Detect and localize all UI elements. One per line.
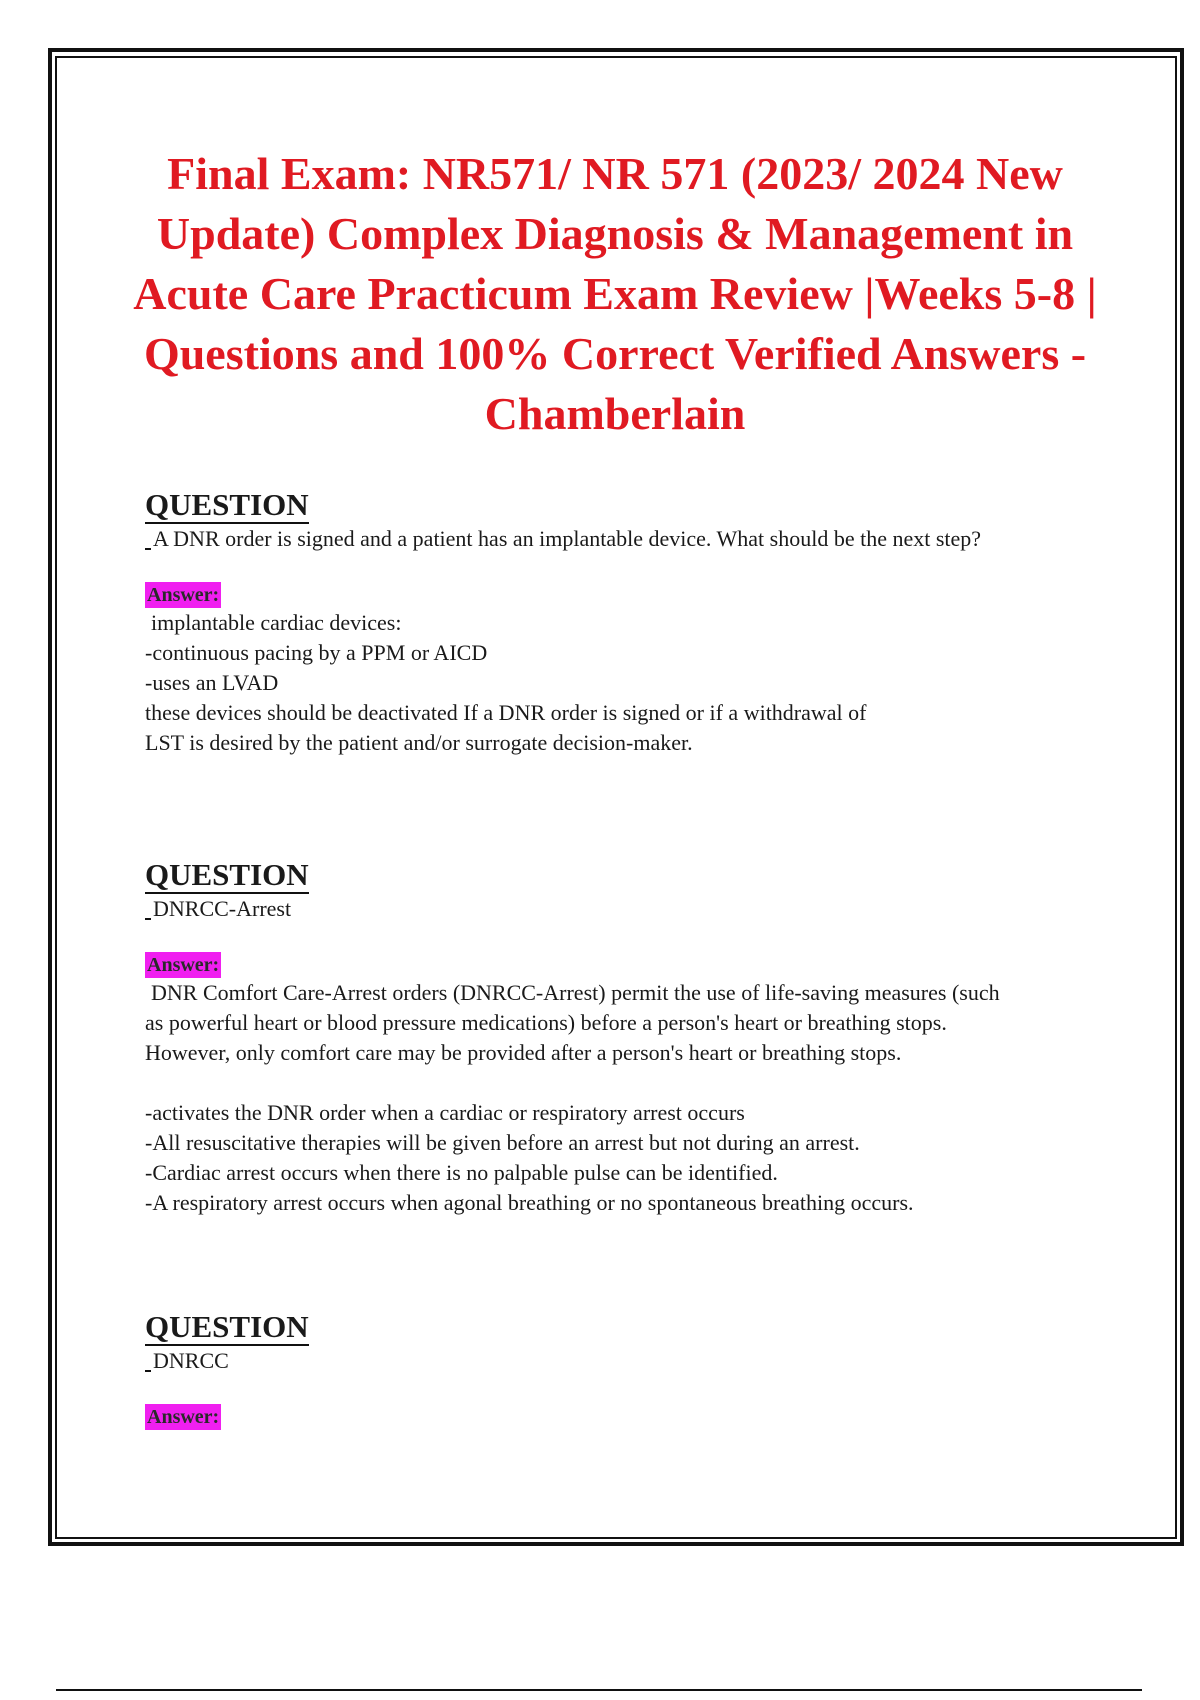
document-title: Final Exam: NR571/ NR 571 (2023/ 2024 New Update) Complex Diagnosis & Management in Acute Care Practicum Exam Review |Weeks 5-8 | Questions and 100% Correct Verified Answers - Chamberlain	[133, 148, 1097, 439]
answer-line: -Cardiac arrest occurs when there is no palpable pulse can be identified.	[145, 1160, 778, 1185]
spacer	[145, 758, 1105, 858]
question-heading: QUESTION	[145, 487, 309, 522]
question-heading: QUESTION	[145, 1309, 309, 1344]
answer-text	[145, 978, 1105, 1218]
answer-label: Answer:	[147, 1406, 220, 1428]
answer-line: -uses an LVAD	[145, 670, 279, 695]
answer-line: these devices should be deactivated If a DNR order is signed or if a withdrawal of	[145, 700, 867, 725]
question-text: DNRCC-Arrest	[145, 894, 1105, 924]
question-block	[145, 488, 1105, 758]
question-block	[145, 1310, 1105, 1430]
question-list	[145, 488, 1105, 1430]
question-block	[145, 858, 1105, 1218]
answer-line: However, only comfort care may be provided after a person's heart or breathing stops.	[145, 1040, 902, 1065]
footer-rule	[56, 1689, 1142, 1691]
answer-line: -activates the DNR order when a cardiac or respiratory arrest occurs	[145, 1100, 745, 1125]
answer-label: Answer:	[147, 584, 220, 606]
question-text: DNRCC	[145, 1346, 1105, 1376]
answer-line: -A respiratory arrest occurs when agonal breathing or no spontaneous breathing occurs.	[145, 1190, 914, 1215]
answer-text	[145, 608, 1105, 758]
question-heading: QUESTION	[145, 857, 309, 892]
answer-line: implantable cardiac devices:	[151, 610, 402, 635]
answer-line: -All resuscitative therapies will be given before an arrest but not during an arrest.	[145, 1130, 860, 1155]
answer-line: as powerful heart or blood pressure medications) before a person's heart or breathing stops.	[145, 1010, 947, 1035]
answer-line: DNR Comfort Care-Arrest orders (DNRCC-Arrest) permit the use of life-saving measures (such	[151, 980, 1000, 1005]
question-text: A DNR order is signed and a patient has an implantable device. What should be the next step?	[145, 524, 1105, 554]
spacer	[145, 1218, 1105, 1310]
answer-label: Answer:	[147, 954, 220, 976]
answer-line: LST is desired by the patient and/or surrogate decision-maker.	[145, 730, 693, 755]
paragraph-gap	[145, 1068, 1105, 1098]
answer-line: -continuous pacing by a PPM or AICD	[145, 640, 488, 665]
